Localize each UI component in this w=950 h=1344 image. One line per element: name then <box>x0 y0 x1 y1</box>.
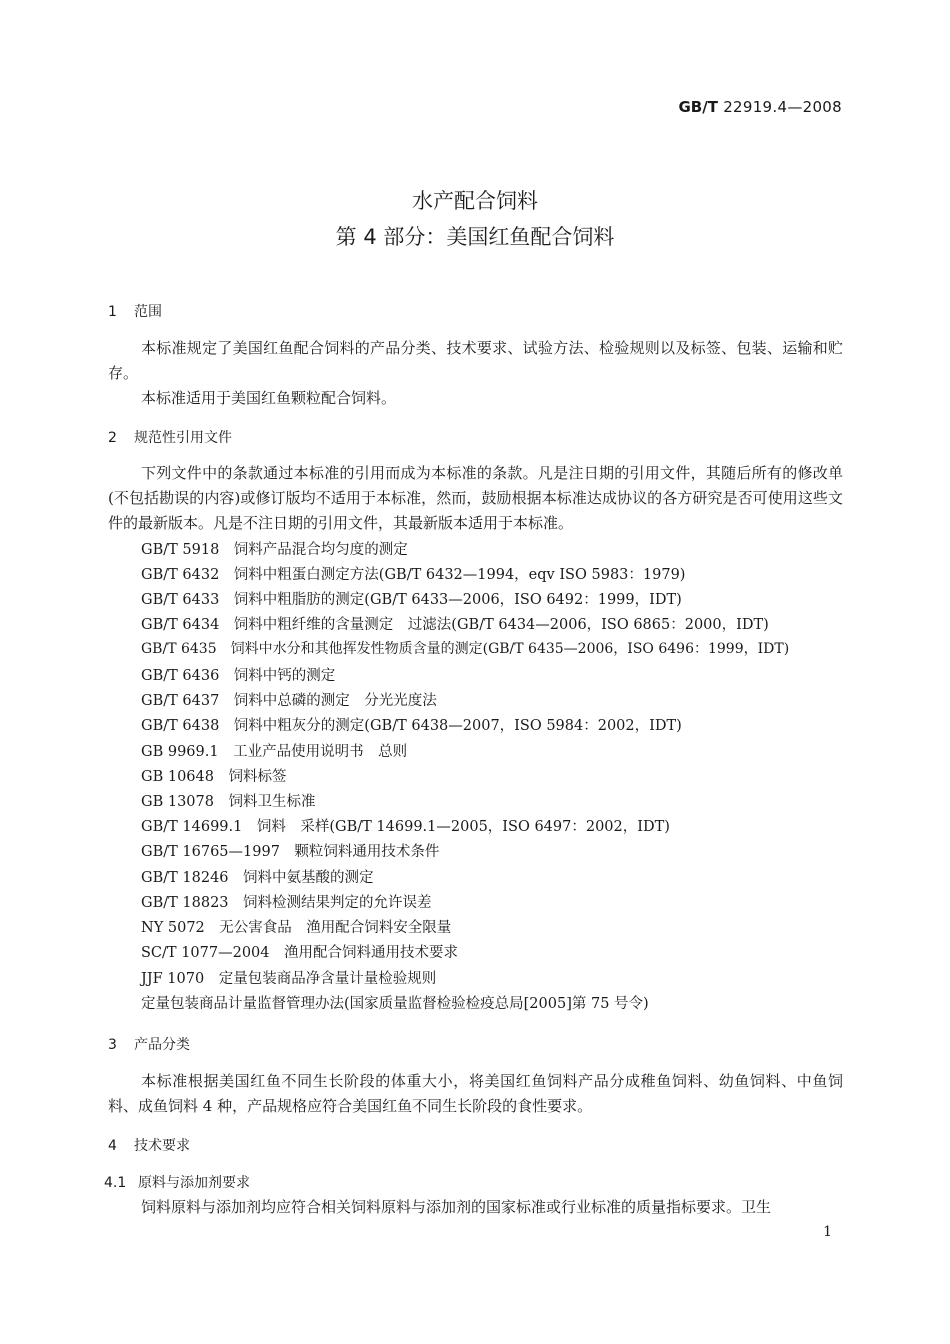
reference-item: GB 9969.1 工业产品使用说明书 总则 <box>141 744 408 760</box>
reference-item: GB/T 16765—1997 颗粒饲料通用技术条件 <box>141 844 440 860</box>
reference-item: GB/T 18246 饲料中氨基酸的测定 <box>141 870 374 886</box>
section-1-heading <box>108 301 162 321</box>
reference-item: JJF 1070 定量包装商品净含量计量检验规则 <box>141 971 437 987</box>
reference-item: GB/T 6437 饲料中总磷的测定 分光光度法 <box>141 693 437 709</box>
reference-item: SC/T 1077—2004 渔用配合饲料通用技术要求 <box>141 945 458 961</box>
reference-item: GB/T 5918 饲料产品混合均匀度的测定 <box>141 542 408 558</box>
reference-item: 定量包装商品计量监督管理办法(国家质量监督检验检疫总局[2005]第 75 号令) <box>141 996 649 1012</box>
standard-code <box>678 98 842 116</box>
reference-item: GB/T 18823 饲料检测结果判定的允许误差 <box>141 895 432 911</box>
reference-item: NY 5072 无公害食品 渔用配合饲料安全限量 <box>141 920 452 936</box>
section-title: 范围 <box>134 304 162 320</box>
section-number: 1 <box>108 304 117 320</box>
reference-item: GB/T 6436 饲料中钙的测定 <box>141 668 336 684</box>
paragraph: 本标准适用于美国红鱼颗粒配合饲料。 <box>141 389 397 407</box>
section-title: 技术要求 <box>134 1138 190 1154</box>
reference-item: GB 13078 饲料卫生标准 <box>141 794 316 810</box>
reference-item: GB/T 6432 饲料中粗蛋白测定方法(GB/T 6432—1994，eqv ISO 5983：1979) <box>141 567 686 583</box>
paragraph: 饲料原料与添加剂均应符合相关饲料原料与添加剂的国家标准或行业标准的质量指标要求。卫生 <box>141 1198 772 1216</box>
reference-item: GB 10648 饲料标签 <box>141 769 287 785</box>
reference-item: GB/T 14699.1 饲料 采样(GB/T 14699.1—2005，ISO 6497：2002，IDT) <box>141 819 670 835</box>
section-number: 3 <box>108 1037 117 1053</box>
page-number: 1 <box>823 1224 832 1240</box>
section-title: 产品分类 <box>134 1037 190 1053</box>
subsection-title: 原料与添加剂要求 <box>138 1175 250 1191</box>
section-3-heading <box>108 1034 190 1054</box>
reference-item: GB/T 6434 饲料中粗纤维的含量测定 过滤法(GB/T 6434—2006，ISO 6865：2000，IDT) <box>141 617 769 633</box>
document-title: 水产配合饲料 <box>412 189 538 213</box>
section-4-heading <box>108 1135 190 1155</box>
reference-item: GB/T 6438 饲料中粗灰分的测定(GB/T 6438—2007，ISO 5984：2002，IDT) <box>141 718 682 734</box>
section-number: 2 <box>108 430 117 446</box>
reference-item: GB/T 6435 饲料中水分和其他挥发性物质含量的测定(GB/T 6435—2006，ISO 6496：1999，IDT) <box>141 641 790 657</box>
subsection-number: 4.1 <box>104 1175 127 1191</box>
standard-code-number: 22919.4—2008 <box>723 98 842 116</box>
subsection-4-1-heading <box>104 1172 250 1192</box>
paragraph: 本标准根据美国红鱼不同生长阶段的体重大小，将美国红鱼饲料产品分成稚鱼饲料、幼鱼饲料、中鱼饲料、成鱼饲料 4 种，产品规格应符合美国红鱼不同生长阶段的食性要求。 <box>108 1072 843 1115</box>
section-2-heading <box>108 427 232 447</box>
paragraph: 本标准规定了美国红鱼配合饲料的产品分类、技术要求、试验方法、检验规则以及标签、包装、运输和贮存。 <box>108 339 843 382</box>
reference-item: GB/T 6433 饲料中粗脂肪的测定(GB/T 6433—2006，ISO 6492：1999，IDT) <box>141 592 682 608</box>
section-number: 4 <box>108 1138 117 1154</box>
section-title: 规范性引用文件 <box>134 430 232 446</box>
standard-code-prefix: GB/T <box>678 98 718 116</box>
paragraph: 下列文件中的条款通过本标准的引用而成为本标准的条款。凡是注日期的引用文件，其随后所有的修改单(不包括勘误的内容)或修订版均不适用于本标准，然而，鼓励根据本标准达成协议的各方研究是否可使用这些文件的最新版本。凡是不注日期的引用文件，其最新版本适用于本标准。 <box>108 464 843 532</box>
document-subtitle: 第 4 部分：美国红鱼配合饲料 <box>335 225 615 249</box>
